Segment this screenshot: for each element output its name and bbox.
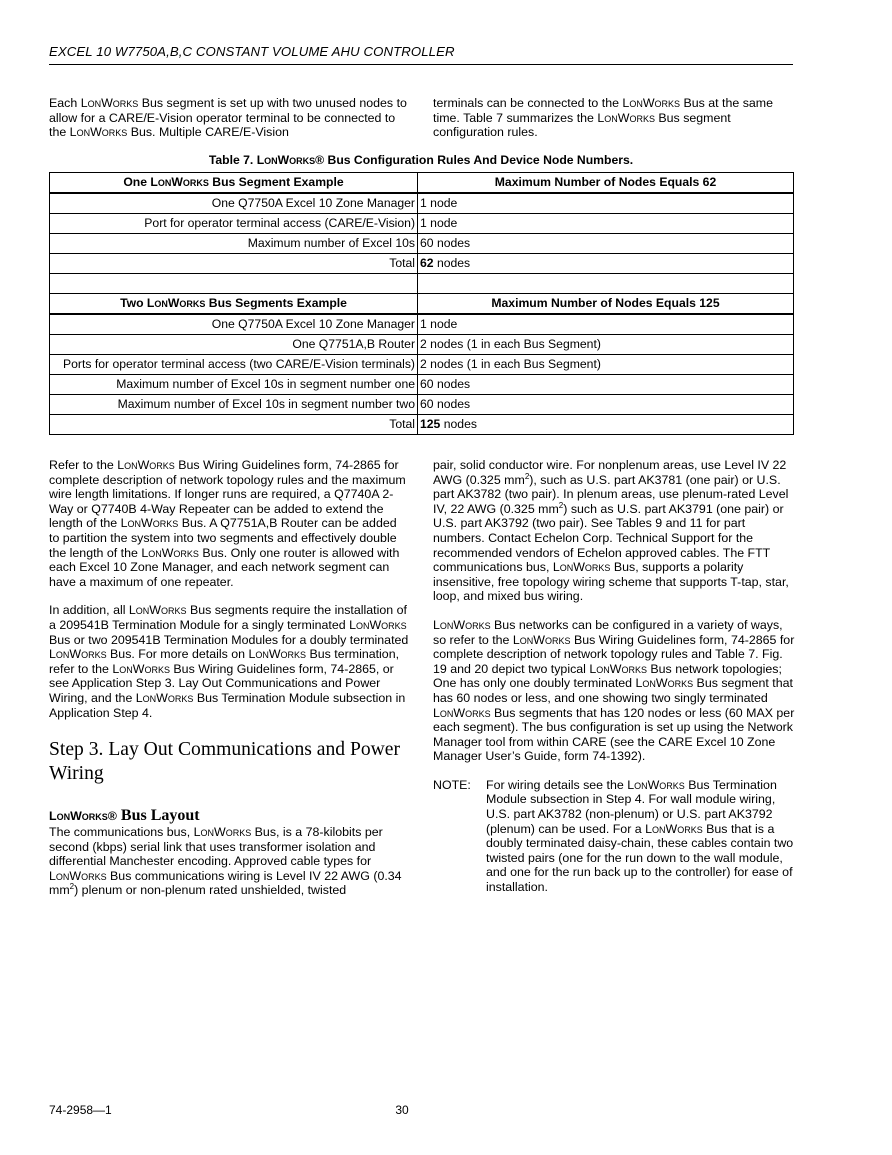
text-run: Bus segment that has 60 nodes or less, and one showing two singly terminated [433, 676, 793, 705]
table-cell-nodes: 2 nodes (1 in each Bus Segment) [418, 355, 794, 375]
text-run: Bus or two 209541B Termination Modules for a doubly terminated [49, 632, 409, 647]
text-run: Table 7. [208, 153, 257, 167]
table-cell-nodes: 1 node [418, 314, 794, 335]
text-run: Bus segments that has 120 nodes or less (60 MAX per each segment). The bus configuration is set up using the Network Manager tool from within CARE (see the CARE Excel 10 Zone Manager User’s Guide, form 74-1392). [433, 705, 795, 764]
table-cell-item: One Q7750A Excel 10 Zone Manager [50, 314, 418, 335]
table-total-label: Total [50, 254, 418, 274]
bus-configuration-table [49, 172, 794, 435]
paragraph-wiring-guidelines [49, 458, 409, 589]
lonworks-term: LonWorks [627, 777, 685, 792]
table-cell-item: Maximum number of Excel 10s in segment number one [50, 375, 418, 395]
table-header-row [50, 294, 794, 315]
text-run: Bus Wiring Guidelines form, 74-2865 for complete description of network topology rules and Table 7. Fig. 19 and 20 depict two typical [433, 632, 795, 676]
table-header-cell: Maximum Number of Nodes Equals 62 [418, 173, 794, 194]
section-gap [49, 720, 409, 738]
text-run: Bus Segments Example [205, 296, 347, 310]
text-run: Bus at the same time. Table 7 summarizes the [433, 96, 773, 125]
total-number: 62 [420, 256, 434, 270]
text-run: Each [49, 96, 81, 110]
text-run: One [123, 175, 151, 189]
table-spacer-cell [418, 274, 794, 294]
table-total-label: Total [50, 415, 418, 435]
note-label: NOTE: [433, 777, 471, 792]
table-spacer-cell [50, 274, 418, 294]
table-row [50, 193, 794, 214]
table-cell-item: One Q7750A Excel 10 Zone Manager [50, 193, 418, 214]
text-run: ) such as U.S. part AK3791 (one pair) or U.S. part AK3792 (two pair). See Tables 9 and 11 for part numbers. Contact Echelon Corp. Technical Support for the recommended vendors of Echelon approved cables. The FTT communications bus, [433, 501, 784, 575]
text-run: Bus, is a 78-kilobits per second (kbps) serial link that uses transformer isolation and differential Manchester encoding. Approved cable types for [49, 825, 383, 869]
text-run: Bus Wiring Guidelines form, 74-2865 for complete description of network topology rules and the maximum wire length limitations. If longer runs are required, a Q7740A 2-Way or Q7740B 4-Way Repeater can be added to extend the length of the [49, 458, 406, 531]
text-run: Bus networks can be configured in a variety of ways, so refer to the [433, 617, 783, 647]
table-cell-nodes: 1 node [418, 214, 794, 234]
table-cell-nodes: 60 nodes [418, 234, 794, 254]
text-run: Bus Termination Module subsection in Step 4. For wall module wiring, U.S. part AK3782 (non-plenum) or U.S. part AK3792 (plenum) can be used. For a [486, 777, 777, 836]
text-run: Bus. For more details on [106, 647, 249, 662]
lonworks-term: LonWorks [146, 296, 206, 310]
table-cell-nodes: 2 nodes (1 in each Bus Segment) [418, 335, 794, 355]
lonworks-term: LonWorks [433, 705, 491, 720]
text-run: Bus network topologies; One has only one doubly terminated [433, 661, 782, 691]
table-cell-nodes: 60 nodes [418, 395, 794, 415]
text-run: Bus termination, refer to the [49, 647, 400, 676]
total-number: 125 [420, 417, 441, 431]
sub-heading [49, 807, 409, 825]
table-title [49, 153, 793, 167]
lonworks-term: LonWorks [49, 868, 107, 883]
superscript: 2 [69, 882, 75, 892]
table-row [50, 314, 794, 335]
table-row [50, 355, 794, 375]
lonworks-term: LonWorks [141, 545, 199, 560]
text-run: pair, solid conductor wire. For nonplenum areas, use Level IV 22 AWG (0.325 mm [433, 458, 787, 487]
table-row [50, 395, 794, 415]
table-row [50, 375, 794, 395]
paragraph-gap [49, 589, 409, 603]
table-row [50, 234, 794, 254]
paragraph-cable-types [433, 458, 795, 604]
text-run: Refer to the [49, 458, 118, 472]
table-cell-item: Maximum number of Excel 10s [50, 234, 418, 254]
table-cell-item: Maximum number of Excel 10s in segment number two [50, 395, 418, 415]
text-run: In addition, all [49, 603, 129, 618]
lonworks-term: LonWorks [193, 825, 252, 840]
superscript: 2 [524, 471, 530, 481]
text-run: nodes [433, 256, 471, 270]
lonworks-term: LonWorks [49, 647, 107, 662]
table-cell-nodes: 1 node [418, 193, 794, 214]
step-heading: Step 3. Lay Out Communications and Power Wiring [49, 739, 401, 784]
text-run: Bus segment configuration rules. [433, 110, 731, 140]
lonworks-term: LonWorks [80, 96, 139, 110]
intro-paragraph-left [49, 96, 409, 140]
text-run: The communications bus, [49, 825, 194, 840]
text-run: Bus Termination Module subsection in Application Step 4. [49, 690, 406, 720]
intro-paragraph-right [433, 96, 795, 140]
table-header-cell [50, 294, 418, 315]
text-run: Bus communications wiring is Level IV 22 AWG (0.34 mm [49, 868, 402, 898]
paragraph-communications-bus [49, 825, 409, 898]
table-total-row [50, 415, 794, 435]
paragraph-gap [433, 764, 795, 778]
text-run: Bus Segment Example [208, 175, 344, 189]
lonworks-term: LonWorks [117, 458, 175, 472]
lonworks-term: LonWorks [112, 661, 170, 676]
lonworks-term: LonWorks [512, 632, 571, 647]
table-row [50, 335, 794, 355]
paragraph-termination [49, 603, 409, 720]
superscript: 2 [558, 500, 564, 510]
text-run: ) plenum or non-plenum rated unshielded, twisted [74, 883, 347, 898]
lonworks-term: LonWorks [552, 560, 611, 575]
note-body [486, 778, 795, 895]
section-gap [49, 785, 409, 807]
table-total-value [418, 415, 794, 435]
intro-right-column [433, 96, 795, 140]
lonworks-term: LonWorks® [49, 809, 117, 824]
lonworks-term: LonWorks [597, 110, 655, 125]
lonworks-term: LonWorks [349, 617, 407, 632]
footer-doc-number: 74-2958—1 [49, 1103, 112, 1117]
text-run: Bus segments require the installation of a 209541B Termination Module for a singly terminated [49, 603, 407, 632]
lonworks-term: LonWorks [150, 175, 209, 189]
text-run: terminals can be connected to the [433, 96, 623, 110]
text-run: Bus Wiring Guidelines form, 74-2865, or see Application Step 3. Lay Out Communications and Power Wiring, and the [49, 661, 394, 705]
table-cell-item: Ports for operator terminal access (two CARE/E-Vision terminals) [50, 355, 418, 375]
text-run: ® Bus Configuration Rules And Device Node Numbers. [315, 153, 634, 167]
text-run: Bus segment is set up with two unused nodes to allow for a CARE/E-Vision operator terminal to be connected to the [49, 96, 407, 140]
lonworks-term: LonWorks [635, 676, 694, 691]
lonworks-term: LonWorks [256, 153, 316, 167]
table-cell-item: Port for operator terminal access (CARE/E-Vision) [50, 214, 418, 234]
footer-page-number: 30 [395, 1103, 409, 1117]
paragraph-network-config [433, 618, 795, 764]
lonworks-term: LonWorks [248, 647, 307, 662]
text-run: nodes [440, 417, 477, 431]
left-column [49, 458, 409, 898]
table-cell-nodes: 60 nodes [418, 375, 794, 395]
lonworks-term: LonWorks [433, 617, 491, 632]
table-header-cell [50, 173, 418, 194]
text-run: Bus. A Q7751A,B Router can be added to partition the system into two segments and effectively double the length of the [49, 516, 397, 560]
table-header-row [50, 173, 794, 194]
table-total-row [50, 254, 794, 274]
table-row [50, 214, 794, 234]
lonworks-term: LonWorks [622, 96, 681, 110]
lonworks-term: LonWorks [135, 690, 194, 705]
note-block [433, 778, 795, 895]
text-run: Bus, supports a polarity insensitive, free topology wiring scheme that supports T-tap, star, loop, and mixed bus wiring. [433, 560, 789, 604]
table-header-cell: Maximum Number of Nodes Equals 125 [418, 294, 794, 315]
table-spacer-row [50, 274, 794, 294]
document-header-title: EXCEL 10 W7750A,B,C CONSTANT VOLUME AHU CONTROLLER [49, 44, 455, 59]
header-rule [49, 64, 793, 65]
intro-left-column [49, 96, 409, 140]
text-run: Bus. Only one router is allowed with each Excel 10 Zone Manager, and each network segment can have a maximum of one repeater. [49, 545, 400, 589]
table-total-value [418, 254, 794, 274]
paragraph-gap [433, 604, 795, 618]
text-run: Bus that is a doubly terminated daisy-chain, these cables contain two twisted pairs (one for the run down to the wall module, and one for the run back up to the controller) for ease of installation. [486, 821, 794, 895]
lonworks-term: LonWorks [120, 516, 179, 531]
text-run: For wiring details see the [486, 777, 628, 792]
lonworks-term: LonWorks [589, 661, 647, 676]
lonworks-term: LonWorks [69, 125, 128, 140]
right-column [433, 458, 795, 895]
table-cell-item: One Q7751A,B Router [50, 335, 418, 355]
text-run: Bus. Multiple CARE/E-Vision [127, 125, 289, 140]
lonworks-term: LonWorks [645, 821, 703, 836]
text-run: Bus Layout [116, 807, 200, 825]
text-run: Two [120, 296, 147, 310]
text-run: ), such as U.S. part AK3781 (one pair) or U.S. part AK3782 (two pair). In plenum areas, use plenum-rated Level IV, 22 AWG (0.325 mm [433, 472, 789, 516]
lonworks-term: LonWorks [128, 603, 187, 618]
